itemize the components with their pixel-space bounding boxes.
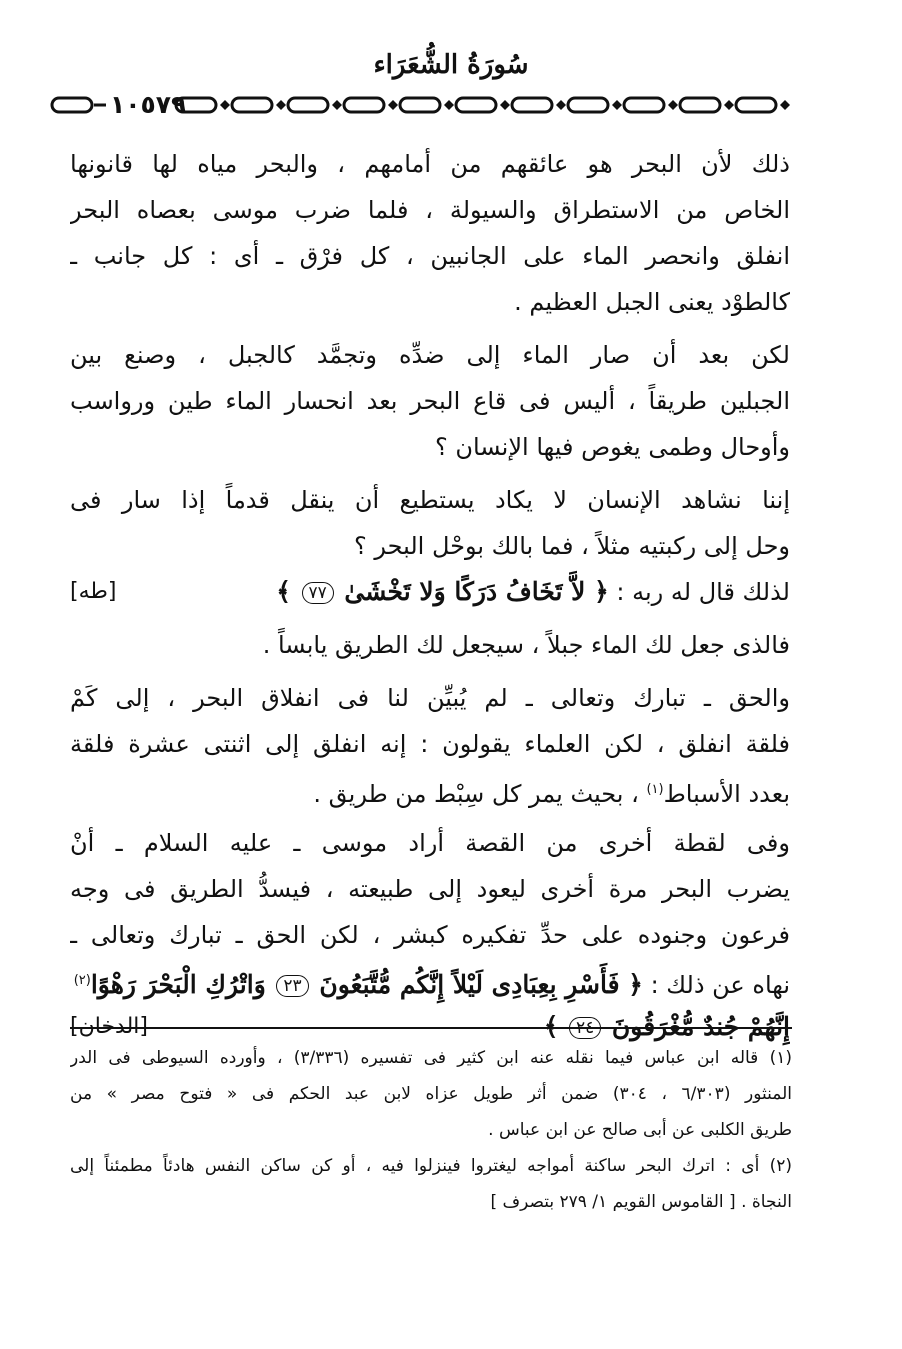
surah-title: سُورَةُ الشُّعَرَاء: [373, 50, 529, 80]
text-line: ذلك لأن البحر هو عائقهم من أمامهم ، والبحر مياه لها قانونها: [70, 150, 790, 178]
text-line: [70, 958, 790, 1004]
text-fragment: نهاه عن ذلك :: [650, 971, 790, 999]
text-line: الخاص من الاستطراق والسيولة ، فلما ضرب موسى بعصاه البحر: [70, 196, 790, 224]
text-fragment: بعدد الأسباط: [663, 780, 790, 808]
verse-close-bracket: ﴾: [543, 1012, 559, 1041]
paragraph-3: [70, 477, 790, 569]
paragraph-5: [70, 622, 790, 668]
verse-intro: لذلك قال له ربه :: [616, 578, 790, 606]
paragraph-4-verse: [70, 569, 790, 615]
text-line: انفلق وانحصر الماء على الجانبين ، كل فرْق ـ أى : كل جانب ـ: [70, 242, 790, 270]
text-line: وحل إلى ركبتيه مثلاً ، فما بالك بوحْل البحر ؟: [354, 532, 790, 560]
text-line: فالذى جعل لك الماء جبلاً ، سيجعل لك الطريق يابساً .: [262, 631, 790, 659]
verse-line: [70, 569, 790, 615]
text-line: إننا نشاهد الإنسان لا يكاد يستطيع أن ينقل قدماً إذا سار فى: [70, 486, 790, 514]
text-line: لكن بعد أن صار الماء إلى ضدِّه وتجمَّد كالجبل ، وصنع بين: [70, 341, 790, 369]
footnote-line: (٢) أى : اترك البحر ساكنة أمواجه ليغتروا فينزلوا فيه ، أو كن ساكن النفس هادئاً مطمئناً إلى: [70, 1156, 792, 1176]
text-line: كالطوْد يعنى الجبل العظيم .: [514, 288, 790, 316]
footnote-line: المنثور (٦/٣٠٣ ، ٣٠٤) ضمن أثر طويل عزاه لابن عبد الحكم فى « فتوح مصر » من: [70, 1084, 792, 1104]
text-line: وفى لقطة أخرى من القصة أراد موسى ـ عليه السلام ـ أنْ: [70, 829, 790, 857]
text-line: فلقة انفلق ، لكن العلماء يقولون : إنه انفلق إلى اثنتى عشرة فلقة: [70, 730, 790, 758]
verse-text-group: [276, 569, 790, 615]
footnotes: [70, 1040, 792, 1220]
quran-verse: ﴿ لاَّ تَخَافُ دَرَكًا وَلا تَخْشَىٰ: [344, 577, 609, 606]
quran-verse: ﴿ فَأَسْرِ بِعِبَادِى لَيْلاً إِنَّكُم مُّتَّبَعُونَ: [319, 970, 643, 999]
main-text: [70, 141, 790, 1050]
text-line: [70, 767, 790, 813]
footnote-ref-1[interactable]: (١): [646, 782, 664, 797]
text-line: يضرب البحر مرة أخرى ليعود إلى طبيعته ، فيسدُّ الطريق فى وجه: [70, 875, 790, 903]
quran-verse: إِنَّهُمْ جُندٌ مُّغْرَقُونَ: [611, 1012, 790, 1041]
text-line: الجبلين طريقاً ، أليس فى قاع البحر بعد انحسار الماء طين ورواسب: [70, 387, 790, 415]
footnote-line: النجاة . [ القاموس القويم ١/ ٢٧٩ بتصرف ]: [490, 1192, 792, 1212]
footnote-ref-2[interactable]: (٢): [73, 973, 91, 988]
ayah-number-marker: ٧٧: [302, 582, 334, 604]
surah-reference: [الدخان]: [70, 1014, 148, 1039]
text-line: فرعون وجنوده على حدِّ تفكيره كبشر ، لكن الحق ـ تبارك وتعالى ـ: [70, 921, 790, 949]
ayah-number-marker: ٢٤: [569, 1017, 601, 1039]
text-line: وأوحال وطمى يغوص فيها الإنسان ؟: [434, 433, 790, 461]
paragraph-1: [70, 141, 790, 325]
verse-close-bracket: ﴾: [276, 577, 291, 606]
header-rule: [48, 88, 818, 122]
footnote-line: طريق الكلبى عن أبى صالح عن ابن عباس .: [488, 1120, 792, 1140]
paragraph-2: [70, 332, 790, 470]
text-fragment: ، بحيث يمر كل سِبْط من طريق .: [313, 780, 639, 808]
paragraph-7: [70, 820, 790, 1050]
footnote-divider: [70, 1027, 792, 1029]
page-number: ١٠٥٧٩: [110, 90, 187, 119]
ayah-number-marker: ٢٣: [276, 975, 308, 997]
text-line: والحق ـ تبارك وتعالى ـ لم يُبيِّن لنا فى انفلاق البحر ، إلى كَمْ: [70, 684, 790, 712]
paragraph-6: [70, 675, 790, 813]
surah-reference: [طه]: [70, 579, 117, 604]
quran-verse: وَاتْرُكِ الْبَحْرَ رَهْوًا: [90, 970, 266, 999]
footnote-line: (١) قاله ابن عباس فيما نقله عنه ابن كثير فى تفسيره (٣/٣٣٦) ، وأورده السيوطى فى الدر: [70, 1048, 792, 1068]
